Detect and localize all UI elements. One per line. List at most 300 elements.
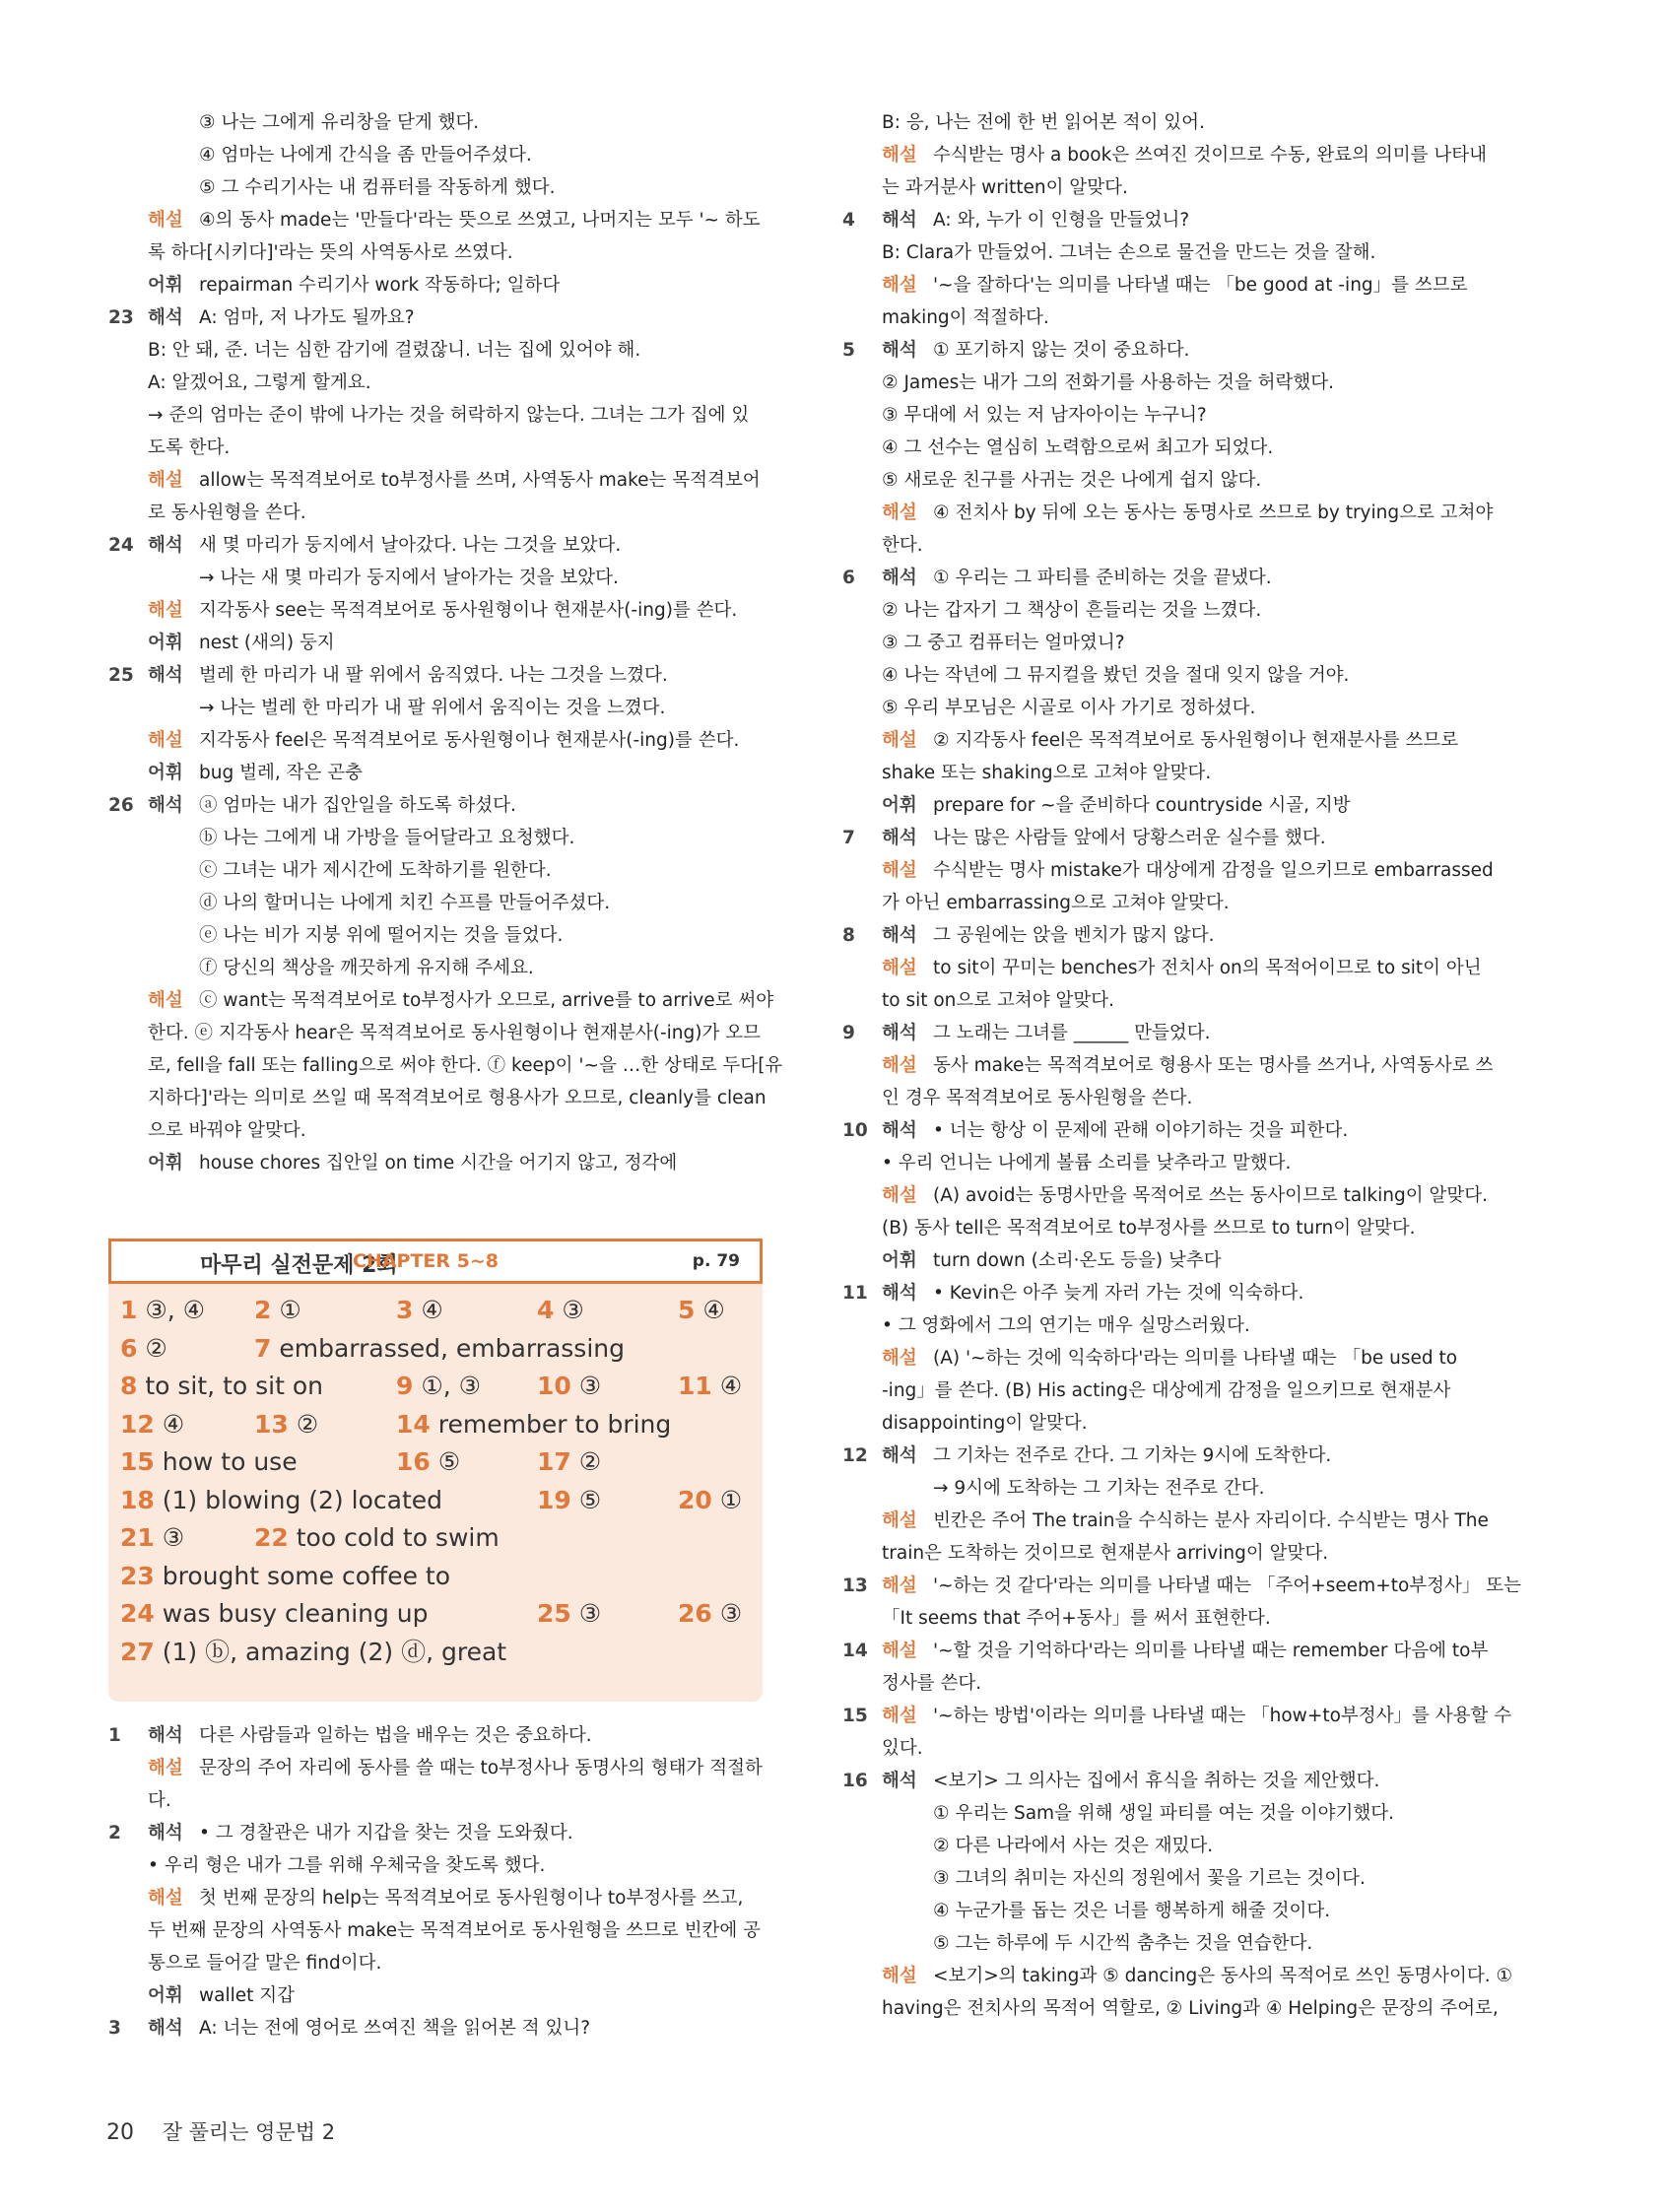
translation-label: 해석 [148, 535, 183, 556]
line-text: '~하는 방법'이라는 의미를 나타낼 때는 「how+to부정사」를 사용할 수 [933, 1706, 1512, 1726]
text-line [842, 1537, 1522, 1570]
text-line [842, 1440, 1522, 1472]
vocabulary-label: 어휘 [148, 1985, 183, 2006]
explanation-label: 해설 [148, 990, 183, 1011]
line-text: '~할 것을 기억하다'라는 의미를 나타낼 때는 remember 다음에 to부 [933, 1641, 1489, 1661]
line-text: ⓓ 나의 할머니는 나에게 치킨 수프를 만들어주셨다. [199, 893, 611, 913]
line-text: 다른 사람들과 일하는 법을 배우는 것은 중요하다. [199, 1725, 592, 1746]
explanation-label: 해설 [882, 503, 917, 523]
answer-row [108, 1634, 763, 1671]
line-text: ⓐ 엄마는 내가 집안일을 하도록 하셨다. [199, 795, 516, 816]
text-line [842, 1179, 1522, 1212]
item-number: 10 [842, 1120, 868, 1141]
explanation-label: 해설 [882, 1641, 917, 1661]
item-number: 12 [842, 1445, 868, 1466]
answer-number: 6 [120, 1333, 138, 1363]
answer-number: 5 [678, 1296, 696, 1324]
text-line [842, 594, 1522, 627]
page-footer [106, 2116, 335, 2146]
line-text: 로, fell을 fall 또는 falling으로 써야 한다. ⓕ keep이 '~을 …한 상태로 두다[유 [148, 1055, 783, 1076]
book-title: 잘 풀리는 영문법 2 [162, 2120, 336, 2144]
line-text: 다. [148, 1790, 171, 1811]
answer-number: 16 [396, 1447, 431, 1476]
text-line [842, 1732, 1522, 1765]
text-line [842, 919, 1522, 952]
text-line [108, 106, 788, 139]
answer-text: ③ [562, 1296, 584, 1324]
line-text: to sit on으로 고쳐야 알맞다. [882, 990, 1115, 1011]
answer-item [120, 1292, 205, 1329]
answer-box-title [108, 1239, 763, 1284]
vocabulary-label: 어휘 [148, 633, 183, 653]
explanation-label: 해설 [882, 1575, 917, 1596]
answer-text: ③ [578, 1372, 602, 1400]
line-text: (A) '~하는 것에 익숙하다'라는 의미를 나타낼 때는 「be used to [933, 1348, 1458, 1369]
page-number: 20 [106, 2120, 134, 2145]
translation-label: 해석 [882, 340, 917, 361]
answer-item [254, 1406, 318, 1443]
text-line [108, 269, 788, 302]
left-top-section [108, 106, 788, 1179]
answer-text: ④ [421, 1296, 443, 1324]
text-line [108, 1979, 788, 2012]
line-text: → 나는 벌레 한 마리가 내 팔 위에서 움직이는 것을 느꼈다. [199, 698, 666, 718]
text-line [108, 367, 788, 399]
text-line [108, 1882, 788, 1914]
line-text: wallet 지갑 [199, 1985, 296, 2006]
item-number: 25 [108, 665, 134, 686]
text-line [842, 1602, 1522, 1635]
line-text: ⓒ want는 목적격보어로 to부정사가 오므로, arrive를 to arrive로 써야 [199, 990, 774, 1011]
text-line [842, 724, 1522, 757]
text-line [842, 627, 1522, 659]
box-page-ref: p. 79 [692, 1251, 740, 1271]
text-line [108, 854, 788, 887]
line-text: -ing」를 쓴다. (B) His acting은 대상에게 감정을 일으키므로 현재분사 [882, 1380, 1451, 1401]
line-text: 한다. ⓔ 지각동사 hear은 목적격보어로 동사원형이나 현재분사(-ing)가 오므 [148, 1023, 761, 1043]
line-text: turn down (소리·온도 등을) 낮추다 [933, 1250, 1222, 1271]
answer-number: 4 [537, 1296, 555, 1324]
right-column [842, 106, 1522, 2025]
text-line [108, 659, 788, 692]
answer-item [537, 1292, 584, 1329]
text-line [108, 627, 788, 659]
explanation-label: 해설 [882, 1706, 917, 1726]
line-text: <보기>의 taking과 ⑤ dancing은 동사의 목적어로 쓰인 동명사이다. ① [933, 1966, 1513, 1986]
item-number: 8 [842, 925, 855, 946]
text-line [108, 1849, 788, 1882]
line-text: 지하다]'라는 의미로 쓰일 때 목적격보어로 형용사가 오므로, cleanly를 clean [148, 1088, 767, 1108]
text-line [108, 1017, 788, 1049]
text-line [108, 919, 788, 952]
answer-item [120, 1482, 442, 1519]
text-line [108, 692, 788, 724]
line-text: 두 번째 문장의 사역동사 make는 목적격보어로 동사원형을 쓰므로 빈칸에 공 [148, 1920, 761, 1941]
answer-text: to sit, to sit on [145, 1372, 323, 1400]
text-line [108, 302, 788, 334]
line-text: ② 다른 나라에서 사는 것은 재밌다. [933, 1836, 1214, 1856]
line-text: ⓕ 당신의 책상을 깨끗하게 유지해 주세요. [199, 958, 534, 978]
translation-label: 해석 [882, 1023, 917, 1043]
answer-row [108, 1482, 763, 1519]
text-line [842, 1082, 1522, 1114]
translation-label: 해석 [882, 828, 917, 848]
text-line [842, 1635, 1522, 1667]
line-text: 동사 make는 목적격보어로 형용사 또는 명사를 쓰거나, 사역동사로 쓰 [933, 1055, 1494, 1076]
line-text: train은 도착하는 것이므로 현재분사 arriving이 알맞다. [882, 1543, 1329, 1564]
text-line [842, 1407, 1522, 1440]
text-line [842, 464, 1522, 497]
text-line [842, 1700, 1522, 1732]
line-text: bug 벌레, 작은 곤충 [199, 763, 363, 783]
line-text: ③ 무대에 서 있는 저 남자아이는 누구니? [882, 405, 1207, 426]
text-line [108, 1947, 788, 1979]
answer-text: ⑤ [578, 1485, 602, 1514]
line-text: ② 지각동사 feel은 목적격보어로 동사원형이나 현재분사를 쓰므로 [933, 730, 1459, 751]
text-line [842, 1342, 1522, 1374]
explanation-label: 해설 [882, 1185, 917, 1206]
line-text: A: 알겠어요, 그렇게 할게요. [148, 372, 371, 393]
answer-item [396, 1443, 460, 1481]
line-text: B: 안 돼, 준. 너는 심한 감기에 걸렸잖니. 너는 집에 있어야 해. [148, 340, 641, 361]
item-number: 1 [108, 1725, 121, 1746]
text-line [108, 1914, 788, 1947]
answer-item [537, 1595, 601, 1633]
explanation-label: 해설 [882, 1966, 917, 1986]
item-number: 6 [842, 568, 855, 588]
text-line [842, 1862, 1522, 1895]
line-text: 한다. [882, 535, 923, 556]
text-line [842, 1895, 1522, 1927]
answer-number: 15 [120, 1447, 155, 1476]
text-line [842, 204, 1522, 236]
text-line [108, 594, 788, 627]
answer-text: ② [296, 1409, 319, 1439]
explanation-label: 해설 [148, 1888, 183, 1909]
line-text: ⑤ 그는 하루에 두 시간씩 춤추는 것을 연습한다. [933, 1933, 1313, 1954]
answer-number: 10 [537, 1372, 571, 1400]
text-line [842, 659, 1522, 692]
line-text: • 그 영화에서 그의 연기는 매우 실망스러웠다. [882, 1315, 1250, 1336]
text-line [842, 1212, 1522, 1244]
explanation-label: 해설 [882, 958, 917, 978]
answer-item [678, 1292, 725, 1329]
text-line [842, 1765, 1522, 1797]
text-line [108, 236, 788, 269]
text-line [108, 529, 788, 562]
vocabulary-label: 어휘 [882, 1250, 917, 1271]
line-text: 수식받는 명사 a book은 쓰여진 것이므로 수동, 완료의 의미를 나타내 [933, 145, 1488, 166]
text-line [842, 171, 1522, 204]
text-line [842, 1667, 1522, 1700]
answer-number: 19 [537, 1485, 571, 1514]
explanation-label: 해설 [148, 730, 183, 751]
text-line [842, 269, 1522, 302]
text-line [108, 334, 788, 367]
line-text: 빈칸은 주어 The train을 수식하는 분사 자리이다. 수식받는 명사 The [933, 1510, 1489, 1531]
answer-text: ③, ④ [145, 1296, 206, 1324]
text-line [108, 1719, 788, 1752]
translation-label: 해석 [882, 1120, 917, 1141]
text-line [842, 1472, 1522, 1505]
answer-number: 12 [120, 1409, 155, 1439]
answer-text: ④ [162, 1409, 185, 1439]
text-line [108, 497, 788, 529]
line-text: ④ 누군가를 돕는 것은 너를 행복하게 해줄 것이다. [933, 1901, 1331, 1921]
line-text: ② 나는 갑자기 그 책상이 흔들리는 것을 느꼈다. [882, 600, 1262, 621]
line-text: 벌레 한 마리가 내 팔 위에서 움직였다. 나는 그것을 느꼈다. [199, 665, 668, 686]
answer-text: ① [719, 1485, 743, 1514]
line-text: disappointing이 알맞다. [882, 1413, 1088, 1434]
answer-number: 14 [396, 1409, 431, 1439]
text-line [842, 1830, 1522, 1862]
line-text: 로 동사원형을 쓴다. [148, 503, 306, 523]
line-text: ① 우리는 Sam을 위해 생일 파티를 여는 것을 이야기했다. [933, 1803, 1395, 1824]
text-line [108, 432, 788, 464]
text-line [842, 236, 1522, 269]
answer-item [396, 1368, 481, 1405]
line-text: ⓒ 그녀는 내가 제시간에 도착하기를 원한다. [199, 860, 552, 881]
answer-item [120, 1595, 429, 1633]
answer-text: ① [279, 1296, 301, 1324]
answer-number: 24 [120, 1599, 155, 1628]
line-text: 그 기차는 전주로 간다. 그 기차는 9시에 도착한다. [933, 1445, 1332, 1466]
text-line [108, 464, 788, 497]
text-line [842, 399, 1522, 432]
answer-item [537, 1443, 601, 1481]
line-text: making이 적절하다. [882, 307, 1049, 328]
line-text: (B) 동사 tell은 목적격보어로 to부정사를 쓰므로 to turn이 알맞다. [882, 1218, 1416, 1239]
translation-label: 해석 [882, 210, 917, 231]
text-line [842, 562, 1522, 594]
answer-text: ④ [702, 1296, 725, 1324]
text-line [842, 1797, 1522, 1830]
text-line [108, 1049, 788, 1082]
answer-item [120, 1519, 184, 1557]
left-bottom-section [108, 1719, 788, 2044]
answer-number: 22 [254, 1523, 289, 1552]
answer-item [254, 1292, 301, 1329]
explanation-label: 해설 [882, 730, 917, 751]
text-line [842, 1960, 1522, 1992]
text-line [842, 789, 1522, 822]
answer-text: brought some coffee to [162, 1561, 451, 1590]
line-text: 나는 많은 사람들 앞에서 당황스러운 실수를 했다. [933, 828, 1326, 848]
text-line [842, 302, 1522, 334]
text-line [108, 887, 788, 919]
text-line [842, 1992, 1522, 2025]
text-line [842, 529, 1522, 562]
answer-text: (1) ⓑ, amazing (2) ⓓ, great [162, 1637, 507, 1666]
answer-text: how to use [162, 1447, 298, 1476]
item-number: 14 [842, 1641, 868, 1661]
explanation-label: 해설 [882, 1055, 917, 1076]
line-text: ④의 동사 made는 '만들다'라는 뜻으로 쓰였고, 나머지는 모두 '~ 하도 [199, 210, 761, 231]
text-line [842, 497, 1522, 529]
line-text: (A) avoid는 동명사만을 목적어로 쓰는 동사이므로 talking이 알맞다. [933, 1185, 1488, 1206]
text-line [108, 139, 788, 171]
line-text: house chores 집안일 on time 시간을 어기지 않고, 정각에 [199, 1153, 678, 1173]
answer-row [108, 1595, 763, 1633]
text-line [842, 887, 1522, 919]
answer-number: 3 [396, 1296, 414, 1324]
text-line [108, 1082, 788, 1114]
line-text: <보기> 그 의사는 집에서 휴식을 취하는 것을 제안했다. [933, 1771, 1380, 1791]
line-text: nest (새의) 둥지 [199, 633, 335, 653]
line-text: ① 우리는 그 파티를 준비하는 것을 끝냈다. [933, 568, 1272, 588]
answer-box [108, 1239, 788, 1702]
answer-item [537, 1482, 601, 1519]
line-text: ④ 그 선수는 열심히 노력함으로써 최고가 되었다. [882, 437, 1274, 458]
text-line [108, 789, 788, 822]
line-text: 첫 번째 문장의 help는 목적격보어로 동사원형이나 to부정사를 쓰고, [199, 1888, 744, 1909]
answer-text: remember to bring [437, 1409, 672, 1439]
text-line [842, 139, 1522, 171]
explanation-label: 해설 [148, 470, 183, 491]
answer-text: ② [578, 1447, 602, 1476]
text-line [842, 1049, 1522, 1082]
line-text: → 준의 엄마는 준이 밖에 나가는 것을 허락하지 않는다. 그녀는 그가 집에 있 [148, 405, 750, 426]
answer-text: ③ [719, 1599, 743, 1628]
answer-row [108, 1519, 763, 1557]
answer-number: 21 [120, 1523, 155, 1552]
translation-label: 해석 [882, 1771, 917, 1791]
box-chapter-text: CHAPTER 5~8 [353, 1250, 500, 1272]
line-text: ⑤ 그 수리기사는 내 컴퓨터를 작동하게 했다. [199, 177, 556, 198]
line-text: • Kevin은 아주 늦게 자러 가는 것에 익숙하다. [933, 1283, 1304, 1304]
text-line [842, 692, 1522, 724]
answer-number: 18 [120, 1485, 155, 1514]
answer-item [120, 1368, 323, 1405]
translation-label: 해석 [882, 925, 917, 946]
answer-number: 13 [254, 1409, 289, 1439]
item-number: 2 [108, 1823, 121, 1843]
line-text: 문장의 주어 자리에 동사를 쓸 때는 to부정사나 동명사의 형태가 적절하 [199, 1758, 763, 1778]
line-text: 으로 바꿔야 알맞다. [148, 1120, 306, 1141]
text-line [842, 952, 1522, 984]
text-line [108, 171, 788, 204]
answer-number: 1 [120, 1296, 138, 1324]
line-text: having은 전치사의 목적어 역할로, ② Living과 ④ Helping은 문장의 주어로, [882, 1998, 1499, 2019]
item-number: 23 [108, 307, 134, 328]
line-text: repairman 수리기사 work 작동하다; 일하다 [199, 275, 561, 296]
answer-text: embarrassed, embarrassing [279, 1333, 625, 1363]
text-line [842, 1244, 1522, 1277]
answer-number: 2 [254, 1296, 272, 1324]
explanation-label: 해설 [882, 275, 917, 296]
text-line [842, 1309, 1522, 1342]
answer-text: ② [145, 1333, 167, 1363]
text-line [842, 367, 1522, 399]
line-text: 는 과거분사 written이 알맞다. [882, 177, 1128, 198]
text-line [108, 952, 788, 984]
text-line [108, 204, 788, 236]
box-title-text: 마무리 실전문제 2회 [200, 1253, 398, 1278]
answer-text: ⑤ [437, 1447, 461, 1476]
line-text: to sit이 꾸미는 benches가 전치사 on의 목적어이므로 to sit이 아닌 [933, 958, 1482, 978]
line-text: ⑤ 새로운 친구를 사귀는 것은 나에게 쉽지 않다. [882, 470, 1262, 491]
item-number: 3 [108, 2018, 121, 2039]
text-line [842, 854, 1522, 887]
item-number: 7 [842, 828, 855, 848]
line-text: • 너는 항상 이 문제에 관해 이야기하는 것을 피한다. [933, 1120, 1349, 1141]
explanation-label: 해설 [148, 210, 183, 231]
line-text: 그 공원에는 앉을 벤치가 많지 않다. [933, 925, 1215, 946]
answer-item [678, 1368, 742, 1405]
line-text: ④ 전치사 by 뒤에 오는 동사는 동명사로 쓰므로 by trying으로 고쳐야 [933, 503, 1494, 523]
translation-label: 해석 [148, 2018, 183, 2039]
line-text: A: 와, 누가 이 인형을 만들었니? [933, 210, 1190, 231]
line-text: ③ 그 중고 컴퓨터는 얼마였니? [882, 633, 1125, 653]
text-line [842, 757, 1522, 789]
vocabulary-label: 어휘 [148, 763, 183, 783]
translation-label: 해석 [882, 1283, 917, 1304]
item-number: 24 [108, 535, 134, 556]
line-text: 수식받는 명사 mistake가 대상에게 감정을 일으키므로 embarrassed [933, 860, 1494, 881]
line-text: 지각동사 see는 목적격보어로 동사원형이나 현재분사(-ing)를 쓴다. [199, 600, 738, 621]
translation-label: 해석 [148, 1823, 183, 1843]
line-text: ⓑ 나는 그에게 내 가방을 들어달라고 요청했다. [199, 828, 575, 848]
line-text: 그 노래는 그녀를 ______ 만들었다. [933, 1023, 1211, 1043]
vocabulary-label: 어휘 [148, 275, 183, 296]
left-column [108, 106, 788, 2044]
line-text: ③ 그녀의 취미는 자신의 정원에서 꽃을 기르는 것이다. [933, 1868, 1366, 1889]
line-text: A: 엄마, 저 나가도 될까요? [199, 307, 415, 328]
answer-number: 8 [120, 1372, 138, 1400]
line-text: '~을 잘하다'는 의미를 나타낼 때는 「be good at -ing」를 쓰므로 [933, 275, 1468, 296]
text-line [842, 1505, 1522, 1537]
translation-label: 해석 [882, 1445, 917, 1466]
text-line [108, 724, 788, 757]
line-text: 도록 한다. [148, 437, 231, 458]
text-line [108, 1147, 788, 1179]
line-text: ④ 엄마는 나에게 간식을 좀 만들어주셨다. [199, 145, 532, 166]
text-line [108, 1817, 788, 1849]
item-number: 9 [842, 1023, 855, 1043]
answer-number: 20 [678, 1485, 712, 1514]
line-text: ④ 나는 작년에 그 뮤지컬을 봤던 것을 절대 잊지 않을 거야. [882, 665, 1350, 686]
answer-item [396, 1406, 671, 1443]
line-text: ② James는 내가 그의 전화기를 사용하는 것을 허락했다. [882, 372, 1335, 393]
item-number: 5 [842, 340, 855, 361]
answer-text: ④ [719, 1372, 743, 1400]
line-text: ① 포기하지 않는 것이 중요하다. [933, 340, 1190, 361]
answer-row [108, 1330, 763, 1368]
line-text: 통으로 들어갈 말은 find이다. [148, 1953, 382, 1974]
line-text: prepare for ~을 준비하다 countryside 시골, 지방 [933, 795, 1351, 816]
answer-number: 27 [120, 1637, 155, 1666]
answer-text: ③ [162, 1523, 185, 1552]
answer-item [254, 1330, 625, 1368]
line-text: → 나는 새 몇 마리가 둥지에서 날아가는 것을 보았다. [199, 568, 619, 588]
text-line [108, 1784, 788, 1817]
text-line [842, 1277, 1522, 1309]
text-line [842, 106, 1522, 139]
answer-item [120, 1406, 184, 1443]
answer-number: 17 [537, 1447, 571, 1476]
line-text: 새 몇 마리가 둥지에서 날아갔다. 나는 그것을 보았다. [199, 535, 622, 556]
text-line [842, 1374, 1522, 1407]
item-number: 11 [842, 1283, 868, 1304]
answer-row [108, 1368, 763, 1405]
answer-grid [108, 1284, 763, 1702]
explanation-label: 해설 [882, 145, 917, 166]
answer-number: 7 [254, 1333, 272, 1363]
text-line [842, 432, 1522, 464]
answer-item [120, 1443, 298, 1481]
answer-number: 11 [678, 1372, 712, 1400]
item-number: 4 [842, 210, 855, 231]
